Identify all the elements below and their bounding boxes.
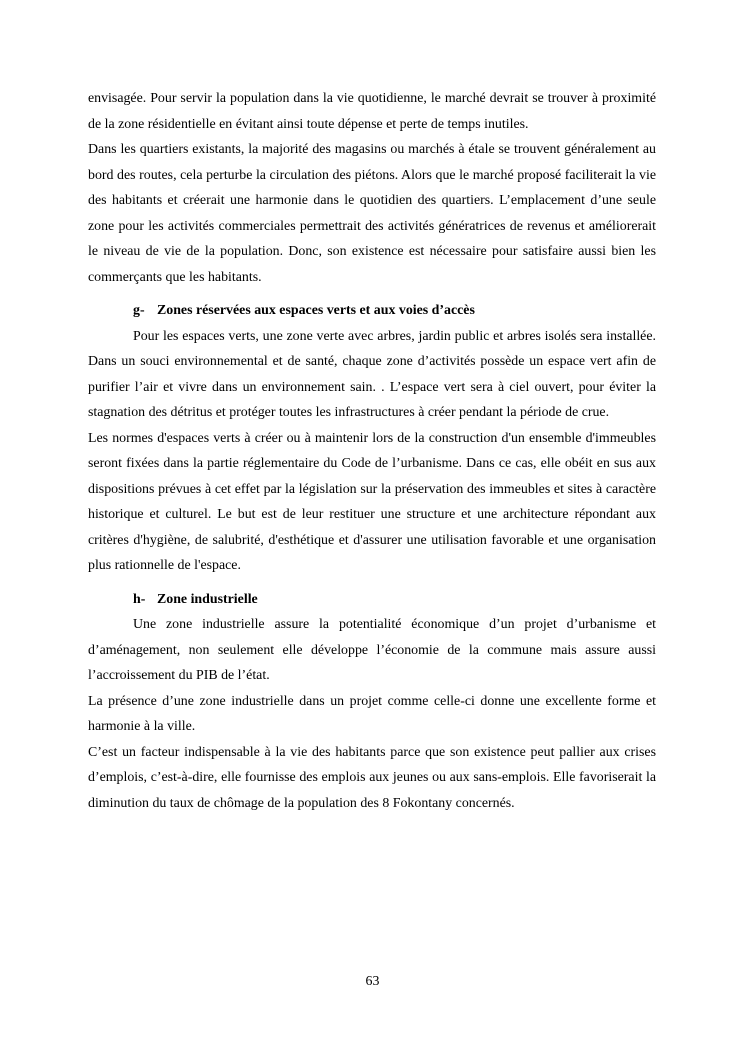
section-g-paragraph-1: Pour les espaces verts, une zone verte avec arbres, jardin public et arbres isolés sera installée. Dans un souci environnemental et de santé, chaque zone d’activités possède un espace vert afin de purifier l’air et vivre dans un environnement sain. . L’espace vert sera à ciel ouvert, pour éviter la stagnation des détritus et protéger toutes les infrastructures à créer pendant la période de crue.: [88, 328, 656, 420]
page-number: 63: [365, 974, 380, 989]
section-g-title: Zones réservées aux espaces verts et aux voies d’accès: [157, 303, 475, 318]
section-h-paragraph-1: Une zone industrielle assure la potentialité économique d’un projet d’urbanisme et d’aménagement, non seulement elle développe l’économie de la commune mais assure aussi l’accroissement du PIB de l’état.: [88, 617, 656, 683]
paragraph-intro-1: envisagée. Pour servir la population dans la vie quotidienne, le marché devrait se trouver à proximité de la zone résidentielle en évitant ainsi toute dépense et perte de temps inutiles.: [88, 91, 656, 132]
section-g-paragraph-2: Les normes d'espaces verts à créer ou à maintenir lors de la construction d'un ensemble d'immeubles seront fixées dans la partie réglementaire du Code de l’urbanisme. Dans ce cas, elle obéit en sus aux dispositions prévues à cet effet par la législation sur la préservation des immeubles et sites à caractère historique et culturel. Le but est de leur restituer une structure et une architecture répondant aux critères d'hygiène, de salubrité, d'esthétique et d'assurer une utilisation favorable et une organisation plus rationnelle de l'espace.: [88, 430, 656, 573]
section-h-paragraph-2: La présence d’une zone industrielle dans un projet comme celle-ci donne une excellente forme et harmonie à la ville.: [88, 693, 656, 734]
section-h-heading: [88, 587, 656, 613]
document-body: [88, 86, 656, 816]
section-h-title: Zone industrielle: [157, 591, 258, 607]
paragraph-intro-2: Dans les quartiers existants, la majorité des magasins ou marchés à étale se trouvent généralement au bord des routes, cela perturbe la circulation des piétons. Alors que le marché proposé faciliterait la vie des habitants et créerait une harmonie dans le quotidien des quartiers. L’emplacement d’une seule zone pour les activités commerciales permettrait des activités génératrices de revenus et améliorerait le niveau de vie de la population. Donc, son existence est nécessaire pour satisfaire aussi bien les commerçants que les habitants.: [88, 142, 656, 285]
section-h-paragraph-3: C’est un facteur indispensable à la vie des habitants parce que son existence peut pallier aux crises d’emplois, c’est-à-dire, elle fournisse des emplois aux jeunes ou aux sans-emplois. Elle favoriserait la diminution du taux de chômage de la population des 8 Fokontany concernés.: [88, 744, 656, 811]
section-g-letter: g-: [133, 303, 145, 318]
section-h-letter: h-: [133, 591, 146, 607]
section-g-heading: [88, 298, 656, 324]
